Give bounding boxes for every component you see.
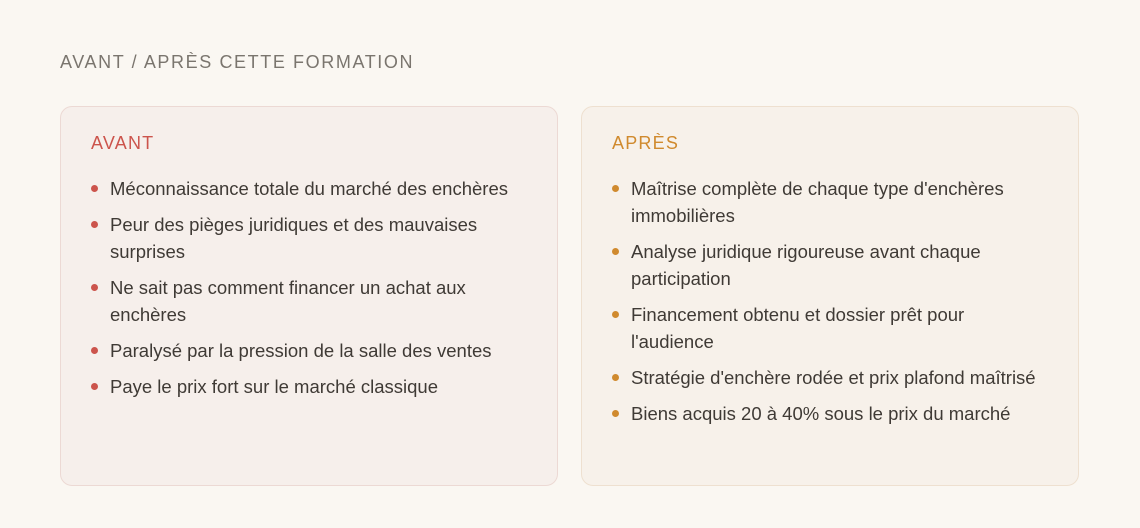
section-title: AVANT / APRÈS CETTE FORMATION (60, 52, 415, 72)
after-item (612, 364, 1048, 391)
bullet-dot-icon (91, 221, 98, 228)
after-item-text: Biens acquis 20 à 40% sous le prix du marché (631, 403, 1011, 424)
after-item (612, 301, 1048, 355)
bullet-dot-icon (91, 284, 98, 291)
bullet-dot-icon (612, 248, 619, 255)
after-item (612, 175, 1048, 229)
after-item (612, 400, 1048, 427)
after-item (612, 238, 1048, 292)
bullet-dot-icon (612, 311, 619, 318)
before-item (91, 373, 527, 400)
before-item (91, 274, 527, 328)
bullet-dot-icon (91, 383, 98, 390)
bullet-dot-icon (91, 347, 98, 354)
before-item-text: Peur des pièges juridiques et des mauvaises surprises (110, 214, 478, 262)
after-item-text: Stratégie d'enchère rodée et prix plafond maîtrisé (631, 367, 1036, 388)
bullet-dot-icon (91, 185, 98, 192)
before-card (60, 106, 558, 486)
bullet-dot-icon (612, 185, 619, 192)
bullet-dot-icon (612, 410, 619, 417)
before-item (91, 211, 527, 265)
before-item-text: Ne sait pas comment financer un achat aux enchères (110, 277, 466, 325)
before-item (91, 175, 527, 202)
after-card (581, 106, 1079, 486)
after-heading: APRÈS (612, 133, 680, 153)
before-item-text: Méconnaissance totale du marché des enchères (110, 178, 508, 199)
bullet-dot-icon (612, 374, 619, 381)
after-list (612, 175, 1048, 427)
before-item-text: Paye le prix fort sur le marché classique (110, 376, 438, 397)
before-item-text: Paralysé par la pression de la salle des ventes (110, 340, 492, 361)
before-item (91, 337, 527, 364)
after-item-text: Financement obtenu et dossier prêt pour l'audience (631, 304, 965, 352)
before-heading: AVANT (91, 133, 155, 153)
after-item-text: Analyse juridique rigoureuse avant chaque participation (631, 241, 981, 289)
after-item-text: Maîtrise complète de chaque type d'enchères immobilières (631, 178, 1004, 226)
before-list (91, 175, 527, 400)
